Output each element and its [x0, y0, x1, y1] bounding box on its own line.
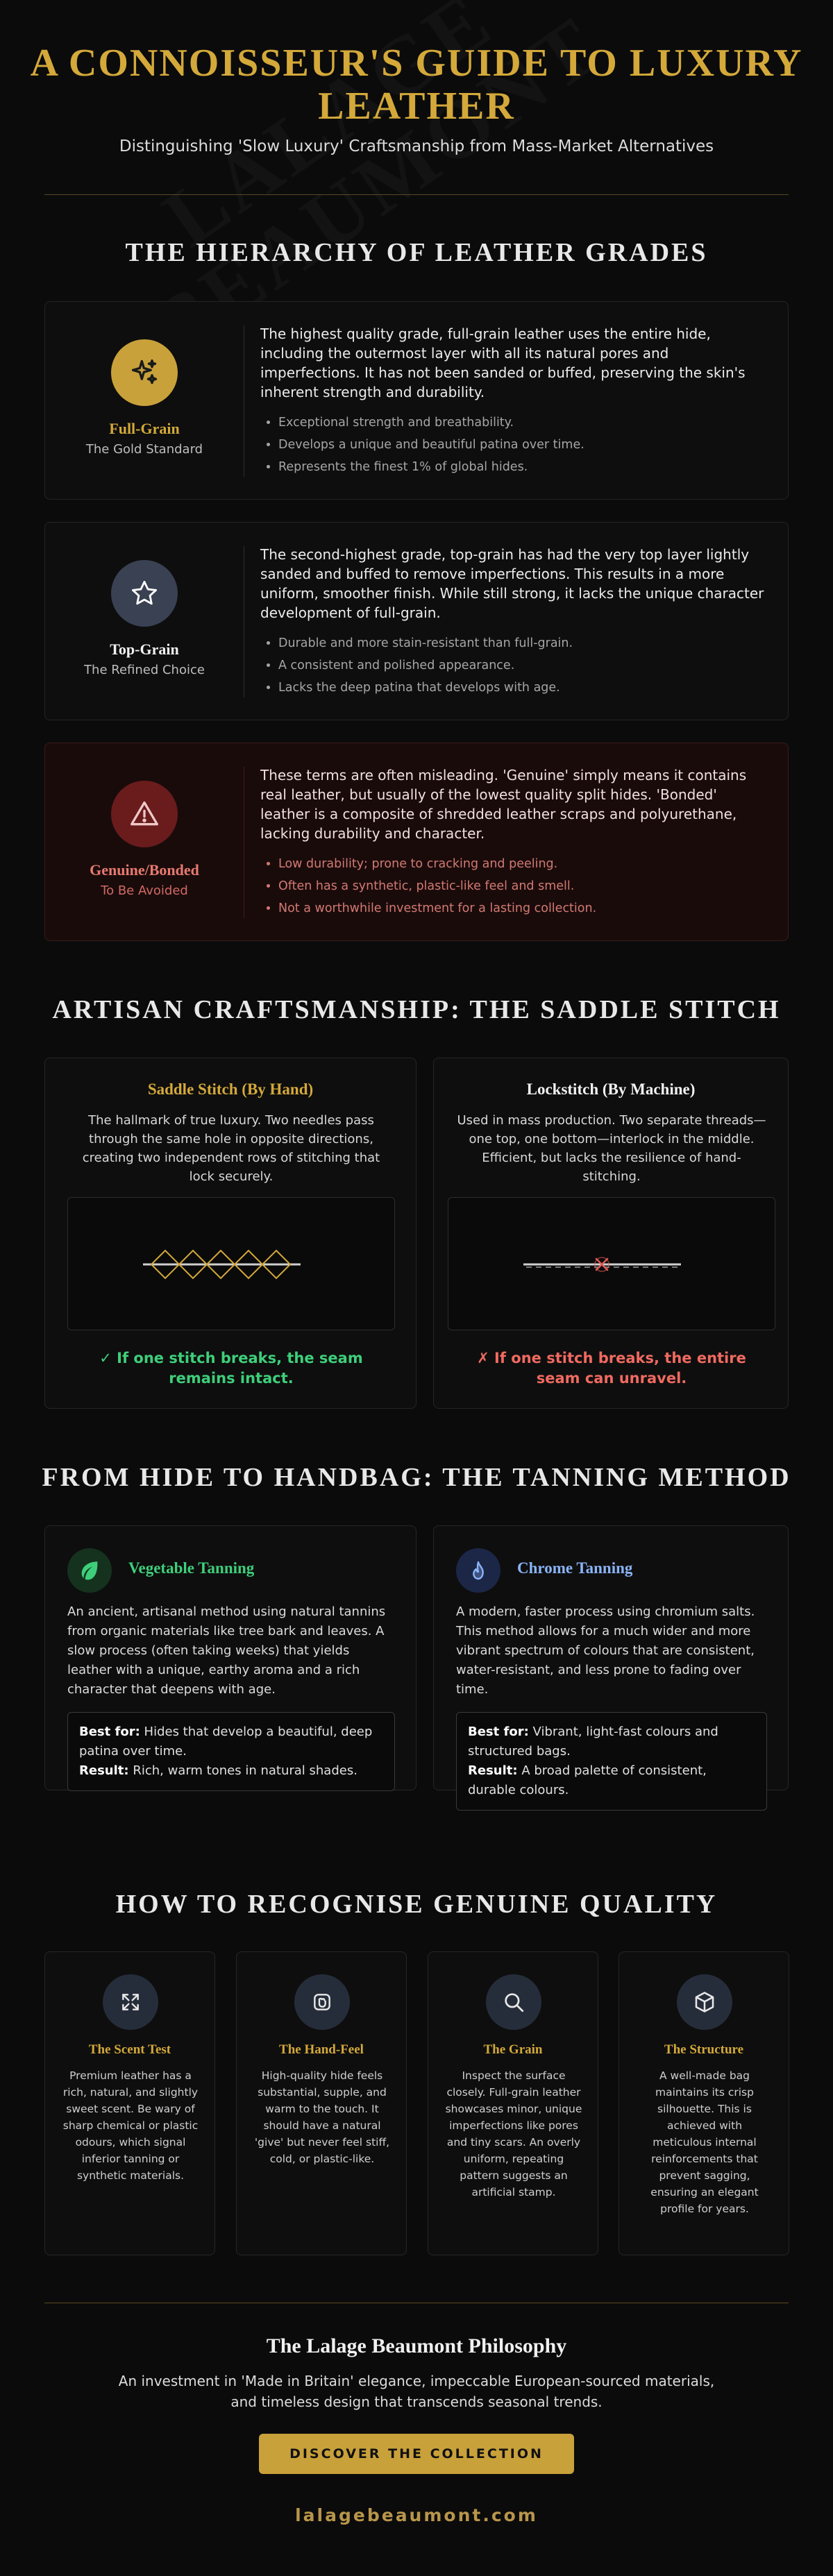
grade-subtitle: The Refined Choice — [84, 663, 205, 677]
grade-name: Genuine/Bonded — [90, 861, 199, 879]
page-title: A CONNOISSEUR'S GUIDE TO LUXURY LEATHER — [30, 42, 803, 128]
section-title-tanning: FROM HIDE TO HANDBAG: THE TANNING METHOD — [42, 1463, 791, 1492]
result-label: Result: — [468, 1763, 518, 1778]
expand-icon — [103, 1974, 158, 2030]
best-for-value: Vibrant, light-fast colours and structured bags. — [468, 1725, 718, 1759]
panel-title: Vegetable Tanning — [128, 1559, 255, 1577]
grade-point: • Not a worthwhile investment for a lasting collection. — [278, 897, 767, 920]
section-title-quality: HOW TO RECOGNISE GENUINE QUALITY — [115, 1890, 718, 1919]
panel-title: Chrome Tanning — [517, 1559, 633, 1577]
leaf-icon — [67, 1548, 112, 1593]
panel-verdict: ✓ If one stitch breaks, the seam remains intact. — [99, 1350, 363, 1387]
section-title-grades: THE HIERARCHY OF LEATHER GRADES — [125, 238, 708, 267]
quality-description: Inspect the surface closely. Full-grain leather showcases minor, unique imperfections like pores and tiny scars. An overly uniform, repeating pattern suggests an artificial stamp. — [445, 2069, 582, 2198]
lockstitch-diagram — [448, 1197, 775, 1330]
quality-description: High-quality hide feels substantial, supple, and warm to the touch. It should have a natural 'give' but never feel stiff, cold, or plastic-like. — [254, 2069, 390, 2165]
flame-icon — [456, 1548, 500, 1593]
panel-title: Saddle Stitch (By Hand) — [147, 1081, 314, 1098]
grade-card-genuine-bonded — [44, 743, 789, 941]
panel-saddle-stitch — [44, 1058, 416, 1409]
grade-card-top-grain — [44, 522, 789, 720]
best-for-value: Hides that develop a beautiful, deep patina over time. — [79, 1725, 373, 1759]
touch-icon — [294, 1974, 350, 2030]
result-label: Result: — [79, 1763, 129, 1778]
grade-point: • A consistent and polished appearance. — [278, 654, 767, 677]
grade-card-full-grain — [44, 301, 789, 500]
grade-description: The second-highest grade, top-grain has had the very top layer lightly sanded and buffed to remove imperfections. This results in a more uniform, smoother finish. While still strong, it lacks the unique character development of full-grain. — [260, 546, 764, 621]
grade-subtitle: The Gold Standard — [85, 442, 203, 457]
section-title-stitch: ARTISAN CRAFTSMANSHIP: THE SADDLE STITCH — [52, 995, 781, 1024]
quality-card-structure — [619, 1951, 789, 2255]
best-for-label: Best for: — [79, 1725, 140, 1739]
divider — [44, 194, 789, 195]
quality-description: A well-made bag maintains its crisp silhouette. This is achieved with meticulous internal reinforcements that prevent sagging, ensuring an elegant profile for years. — [650, 2069, 759, 2215]
grade-point: • Develops a unique and beautiful patina over time. — [278, 434, 767, 456]
grade-point: • Low durability; prone to cracking and peeling. — [278, 853, 767, 875]
grade-subtitle: To Be Avoided — [101, 883, 188, 898]
magnifier-icon — [486, 1974, 541, 2030]
grade-name: Full-Grain — [109, 420, 180, 437]
panel-description: An ancient, artisanal method using natural tannins from organic materials like tree bark and leaves. A slow process (often taking weeks) that yields leather with a unique, earthy aroma and a rich character that deepens with age. — [67, 1604, 386, 1697]
quality-card-scent — [44, 1951, 215, 2255]
page-subtitle: Distinguishing 'Slow Luxury' Craftsmanship from Mass-Market Alternatives — [119, 137, 714, 155]
grade-description: The highest quality grade, full-grain leather uses the entire hide, including the outermost layer with all its natural pores and imperfections. It has not been sanded or buffed, preserving the skin's inherent strength and durability. — [260, 325, 746, 400]
tanning-summary-box — [67, 1712, 395, 1791]
discover-collection-button[interactable]: DISCOVER THE COLLECTION — [259, 2434, 574, 2474]
grade-point: • Represents the finest 1% of global hides. — [278, 456, 767, 478]
warning-icon — [111, 781, 178, 847]
philosophy-description: An investment in 'Made in Britain' elegance, impeccable European-sourced materials, and timeless design that transcends seasonal trends. — [118, 2373, 715, 2410]
quality-title: The Hand-Feel — [279, 2042, 364, 2057]
result-value: Rich, warm tones in natural shades. — [133, 1763, 357, 1778]
sparkles-icon — [111, 339, 178, 406]
quality-title: The Grain — [483, 2042, 543, 2057]
grade-point: • Exceptional strength and breathability. — [278, 412, 767, 434]
panel-description: Used in mass production. Two separate threads—one top, one bottom—interlock in the middle. Efficient, but lacks the resilience of hand-stitching. — [457, 1113, 766, 1184]
grade-point: • Lacks the deep patina that develops with age. — [278, 677, 767, 699]
saddle-stitch-diagram — [67, 1197, 395, 1330]
panel-lockstitch — [433, 1058, 789, 1409]
panel-chrome-tanning — [433, 1525, 789, 1797]
website-link[interactable]: lalagebeaumont.com — [295, 2505, 538, 2525]
panel-description: The hallmark of true luxury. Two needles pass through the same hole in opposite directions, creating two independent rows of stitching that lock securely. — [82, 1113, 380, 1184]
grade-description: These terms are often misleading. 'Genuine' simply means it contains real leather, but usually of the lowest quality split hides. 'Bonded' leather is a composite of shredded leather scraps and polyurethane, lacking durability and character. — [260, 767, 747, 842]
box-icon — [677, 1974, 732, 2030]
quality-card-hand-feel — [236, 1951, 407, 2255]
quality-title: The Structure — [664, 2042, 744, 2057]
grade-point: • Durable and more stain-resistant than full-grain. — [278, 632, 767, 654]
result-value: A broad palette of consistent, durable colours. — [468, 1763, 707, 1797]
philosophy-title: The Lalage Beaumont Philosophy — [266, 2334, 567, 2357]
panel-description: A modern, faster process using chromium salts. This method allows for a much wider and more vibrant spectrum of colours that are consistent, water-resistant, and less prone to fading over time. — [456, 1604, 755, 1697]
panel-vegetable-tanning — [44, 1525, 416, 1790]
panel-verdict: ✗ If one stitch breaks, the entire seam can unravel. — [477, 1350, 746, 1387]
panel-title: Lockstitch (By Machine) — [526, 1081, 696, 1098]
quality-card-grain — [428, 1951, 598, 2255]
grade-point: • Often has a synthetic, plastic-like feel and smell. — [278, 875, 767, 897]
grade-name: Top-Grain — [110, 641, 179, 658]
quality-title: The Scent Test — [88, 2042, 171, 2057]
tanning-summary-box — [456, 1712, 767, 1811]
quality-description: Premium leather has a rich, natural, and slightly sweet scent. Be wary of sharp chemical or plastic odours, which signal inferior tanning or synthetic materials. — [62, 2069, 199, 2182]
star-icon — [111, 560, 178, 627]
best-for-label: Best for: — [468, 1725, 529, 1739]
